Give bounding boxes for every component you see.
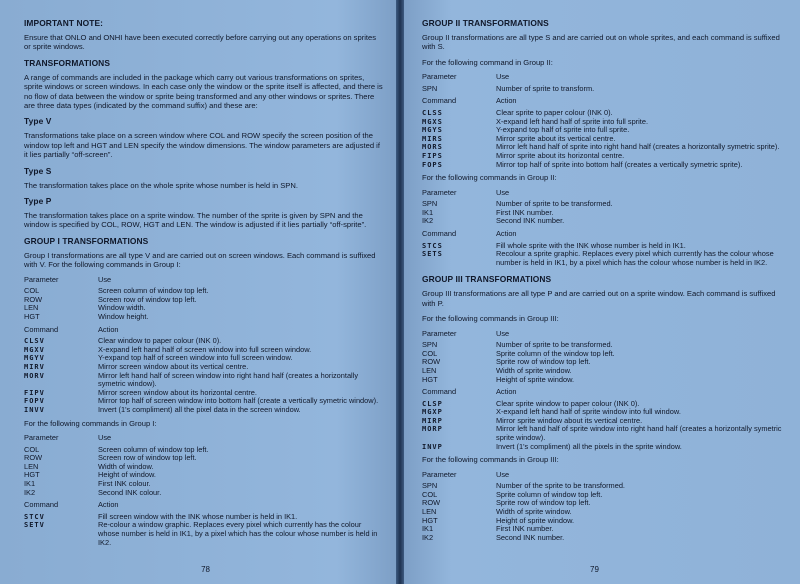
table-row — [24, 463, 384, 472]
command-name: FOPS — [422, 160, 443, 169]
command-name: SETS — [422, 250, 443, 259]
parameter-name: COL — [422, 348, 438, 358]
parameter-use: First INK number. — [496, 524, 554, 534]
page-number: 79 — [590, 565, 599, 574]
follow-text: For the following commands in Group III: — [422, 455, 559, 465]
parameter-use: Sprite row of window top left. — [496, 357, 591, 367]
table-header — [422, 97, 786, 106]
command-name: MGXP — [422, 408, 443, 417]
command-name: MORV — [24, 371, 45, 380]
table-row — [24, 296, 384, 305]
transformations-text: A range of commands are included in the package which carry out various transformations on sprites, sprite windows or screen windows. In each case only the window or the sprite itself is affected, and there is no flow of data between the window or sprite being transformed and any other windows or sprites. There are three data types (indicated by the command suffix) and these are: — [24, 72, 383, 111]
table-row — [422, 534, 786, 543]
command-table — [422, 230, 786, 267]
command-name: MGYV — [24, 354, 45, 363]
parameter-name: COL — [24, 444, 40, 454]
table-row — [24, 313, 384, 322]
table-row — [422, 358, 786, 367]
command-action: Clear sprite window to paper colour (INK 0). — [496, 398, 640, 408]
header-cell: Use — [496, 469, 510, 479]
type-v-text: Transformations take place on a screen window where COL and ROW specify the screen position of the window top left and HGT and LEN specify the window dimensions. The window parameters are adjusted if it lies partially “off-screen”. — [24, 131, 380, 160]
command-action: Mirror screen window about its horizontal centre. — [98, 387, 257, 397]
table-row — [422, 200, 786, 209]
important-note-text: Ensure that ONLO and ONHI have been executed correctly before carrying out any operations on sprites or sprite windows. — [24, 33, 377, 52]
command-action: X-expand left hand half of screen window into full screen window. — [98, 344, 312, 354]
table-header — [422, 388, 786, 397]
command-name: FIPV — [24, 388, 45, 397]
parameter-table — [422, 471, 786, 543]
command-action: X-expand left hand half of sprite window into full window. — [496, 407, 681, 417]
type-p-heading: Type P — [24, 196, 52, 207]
table-row — [422, 376, 786, 385]
command-name: MORS — [422, 143, 443, 152]
parameter-use: Number of sprite to be transformed. — [496, 199, 613, 209]
parameter-use: Width of sprite window. — [496, 365, 572, 375]
follow-text: For the following commands in Group III: — [422, 314, 559, 324]
command-name: INVP — [422, 442, 443, 451]
command-name: FIPS — [422, 151, 443, 160]
command-name: MORP — [422, 425, 443, 434]
table-row — [24, 471, 384, 480]
table-row — [24, 287, 384, 296]
parameter-use: Screen column of window top left. — [98, 444, 209, 454]
table-row — [422, 217, 786, 226]
parameter-use: Number of sprite to be transformed. — [496, 340, 613, 350]
header-cell: Action — [496, 228, 517, 238]
type-v-heading: Type V — [24, 116, 52, 127]
command-table — [422, 97, 786, 169]
table-row — [422, 508, 786, 517]
parameter-use: Sprite row of window top left. — [496, 498, 591, 508]
header-cell: Action — [496, 387, 517, 397]
command-name: CLSV — [24, 337, 45, 346]
parameter-use: Width of sprite window. — [496, 507, 572, 517]
parameter-name: IK2 — [422, 532, 434, 542]
command-action: Fill whole sprite with the INK whose number is held in IK1. — [496, 240, 686, 250]
group-3-text: Group III transformations are all type P and are carried out on a sprite window. Each command is suffixed with P. — [422, 289, 776, 308]
command-action: Mirror left hand half of sprite into right hand half (creates a horizontally symetric sprite). — [496, 142, 780, 152]
parameter-name: HGT — [24, 470, 40, 480]
parameter-name: ROW — [422, 357, 441, 367]
group-2-heading: GROUP II TRANSFORMATIONS — [422, 18, 549, 28]
command-action: Y-expand top half of screen window into full screen window. — [98, 353, 293, 363]
parameter-name: SPN — [422, 83, 438, 93]
command-action: Invert (1's compliment) all the pixels in the sprite window. — [496, 441, 682, 451]
command-name: STCS — [422, 241, 443, 250]
table-row — [422, 491, 786, 500]
parameter-name: HGT — [24, 312, 40, 322]
table-header — [24, 276, 384, 285]
header-cell: Command — [422, 387, 457, 397]
command-action: Clear window to paper colour (INK 0). — [98, 336, 222, 346]
parameter-name: ROW — [24, 453, 43, 463]
table-row — [422, 350, 786, 359]
type-p-text: The transformation takes place on a sprite window. The number of the sprite is given by SPN and the window is specified by COL, ROW, HGT and LEN. The window is adjusted if it lies partially “off-sprite”. — [24, 211, 367, 230]
table-row — [422, 443, 786, 452]
table-row — [422, 161, 786, 170]
parameter-name: IK1 — [422, 207, 434, 217]
command-action: Mirror sprite about its horizontal centre. — [496, 150, 625, 160]
parameter-name: ROW — [24, 294, 43, 304]
command-name: STCV — [24, 512, 45, 521]
parameter-use: Number of sprite to transform. — [496, 83, 595, 93]
table-row — [24, 304, 384, 313]
command-name: SETV — [24, 521, 45, 530]
parameter-use: First INK number. — [496, 207, 554, 217]
parameter-use: Height of window. — [98, 470, 156, 480]
header-cell: Use — [98, 274, 112, 284]
command-action: Clear sprite to paper colour (INK 0). — [496, 108, 613, 117]
parameter-name: LEN — [24, 461, 39, 471]
parameter-name: SPN — [422, 481, 438, 491]
header-cell: Command — [422, 228, 457, 238]
command-action: Re-colour a window graphic. Replaces every pixel which currently has the colour whose number is held in IK1, by a pixel which has the colour whose number is held in IK2. — [98, 520, 378, 547]
header-cell: Use — [496, 187, 510, 197]
parameter-name: IK1 — [422, 524, 434, 534]
parameter-name: HGT — [422, 374, 438, 384]
parameter-name: SPN — [422, 199, 438, 209]
command-table — [422, 388, 786, 451]
parameter-use: Number of the sprite to be transformed. — [496, 481, 625, 491]
command-action: Fill screen window with the INK whose number is held in IK1. — [98, 511, 298, 521]
header-cell: Action — [98, 324, 119, 334]
command-action: Mirror left hand half of screen window into right hand half (creates a horizontally symetric window). — [98, 370, 359, 389]
header-cell: Use — [98, 433, 112, 442]
parameter-use: Window height. — [98, 312, 149, 322]
command-name: MIRV — [24, 363, 45, 372]
command-name: MGXS — [422, 117, 443, 126]
header-cell: Parameter — [24, 433, 59, 442]
header-cell: Use — [496, 72, 510, 82]
parameter-name: COL — [422, 489, 438, 499]
command-name: MIRS — [422, 134, 443, 143]
parameter-use: Height of sprite window. — [496, 515, 575, 525]
table-row — [422, 85, 786, 94]
header-cell: Command — [24, 324, 59, 334]
header-cell: Parameter — [422, 469, 457, 479]
parameter-use: Second INK number. — [496, 532, 565, 542]
command-name: FOPV — [24, 397, 45, 406]
table-row — [422, 209, 786, 218]
parameter-name: COL — [24, 286, 40, 296]
header-cell: Parameter — [422, 187, 457, 197]
command-action: X-expand left hand half of sprite into full sprite. — [496, 116, 649, 126]
group-1-text: Group I transformations are all type V and are carried out on screen windows. Each command is suffixed with V. For the following commands in Group I: — [24, 250, 376, 270]
command-name: MIRP — [422, 416, 443, 425]
type-s-text: The transformation takes place on the whole sprite whose number is held in SPN. — [24, 180, 298, 190]
parameter-table — [422, 330, 786, 385]
table-row — [422, 499, 786, 508]
follow-text: For the following commands in Group I: — [24, 418, 157, 428]
table-row — [24, 480, 384, 489]
command-table — [24, 326, 384, 415]
command-name: MGXV — [24, 345, 45, 354]
parameter-use: Second INK colour. — [98, 487, 162, 497]
parameter-table — [24, 434, 384, 497]
parameter-name: LEN — [422, 507, 437, 517]
command-action: Mirror screen window about its vertical centre. — [98, 362, 249, 372]
transformations-heading: TRANSFORMATIONS — [24, 57, 111, 68]
follow-text: For the following commands in Group II: — [422, 173, 557, 183]
parameter-name: HGT — [422, 515, 438, 525]
header-cell: Parameter — [422, 72, 457, 82]
command-action: Mirror top half of screen window into bottom half (create a vertically symetric window). — [98, 396, 379, 406]
table-row — [24, 489, 384, 498]
table-row — [422, 367, 786, 376]
command-action: Y-expand top half of sprite into full sprite. — [496, 125, 630, 135]
page-number: 78 — [201, 565, 210, 574]
parameter-use: Screen column of window top left. — [98, 286, 209, 296]
header-cell: Command — [24, 500, 59, 510]
table-header — [422, 230, 786, 239]
command-action: Recolour a sprite graphic. Replaces every pixel which currently has the colour whose number is held in IK1, by a pixel which has the colour whose number is held in IK2. — [496, 249, 774, 267]
header-cell: Use — [496, 328, 510, 338]
parameter-use: Screen row of window top left. — [98, 294, 197, 304]
group-1-heading: GROUP I TRANSFORMATIONS — [24, 235, 149, 246]
follow-text: For the following command in Group II: — [422, 57, 553, 67]
table-header — [422, 73, 786, 82]
parameter-table — [422, 189, 786, 226]
parameter-use: Second INK number. — [496, 216, 565, 226]
command-table — [24, 501, 384, 547]
command-action: Mirror sprite window about its vertical centre. — [496, 415, 643, 425]
header-cell: Parameter — [24, 274, 59, 284]
parameter-name: SPN — [422, 340, 438, 350]
group-3-heading: GROUP III TRANSFORMATIONS — [422, 274, 552, 285]
parameter-use: Sprite column of the window top left. — [496, 348, 615, 358]
table-row — [24, 521, 384, 547]
parameter-use: Height of sprite window. — [496, 374, 575, 384]
left-page — [0, 0, 396, 584]
table-header — [24, 434, 384, 443]
header-cell: Action — [98, 500, 119, 510]
table-row — [24, 454, 384, 463]
table-row — [422, 482, 786, 491]
book-gutter — [396, 0, 404, 584]
command-action: Invert (1's compliment) all the pixel data in the screen window. — [98, 405, 301, 414]
parameter-name: LEN — [422, 365, 437, 375]
parameter-use: Sprite column of window top left. — [496, 489, 603, 499]
header-cell: Command — [422, 96, 457, 106]
parameter-use: First INK colour. — [98, 478, 151, 488]
parameter-name: IK1 — [24, 478, 36, 488]
command-action: Mirror left hand half of sprite window into right hand half (creates a horizontally symetric sprite window). — [496, 424, 782, 443]
table-row — [24, 372, 384, 389]
group-2-text: Group II transformations are all type S and are carried out on whole sprites, and each command is suffixed with S. — [422, 33, 780, 52]
table-row — [422, 525, 786, 534]
header-cell: Parameter — [422, 328, 457, 338]
parameter-use: Window width. — [98, 303, 146, 313]
command-name: INVV — [24, 406, 45, 414]
command-name: MGYS — [422, 126, 443, 135]
table-header — [422, 330, 786, 339]
table-row — [422, 517, 786, 526]
table-row — [422, 250, 786, 267]
table-row — [422, 425, 786, 442]
parameter-table — [422, 73, 786, 93]
table-row — [24, 406, 384, 415]
command-action: Mirror top half of sprite into bottom half (creates a vertically symetric sprite). — [496, 159, 743, 169]
parameter-table — [24, 276, 384, 322]
table-header — [422, 189, 786, 198]
command-name: CLSP — [422, 399, 443, 408]
right-page — [404, 0, 800, 584]
parameter-use: Width of window. — [98, 461, 154, 471]
header-cell: Action — [496, 96, 517, 106]
command-action: Mirror sprite about its vertical centre. — [496, 133, 616, 143]
parameter-name: LEN — [24, 303, 39, 313]
table-header — [24, 326, 384, 335]
parameter-name: IK2 — [24, 487, 36, 497]
table-header — [422, 471, 786, 480]
parameter-name: ROW — [422, 498, 441, 508]
type-s-heading: Type S — [24, 165, 52, 176]
table-header — [24, 501, 384, 510]
parameter-name: IK2 — [422, 216, 434, 226]
table-row — [24, 446, 384, 455]
parameter-use: Screen row of window top left. — [98, 453, 197, 463]
important-note-heading: IMPORTANT NOTE: — [24, 18, 104, 28]
command-name: CLSS — [422, 109, 443, 117]
